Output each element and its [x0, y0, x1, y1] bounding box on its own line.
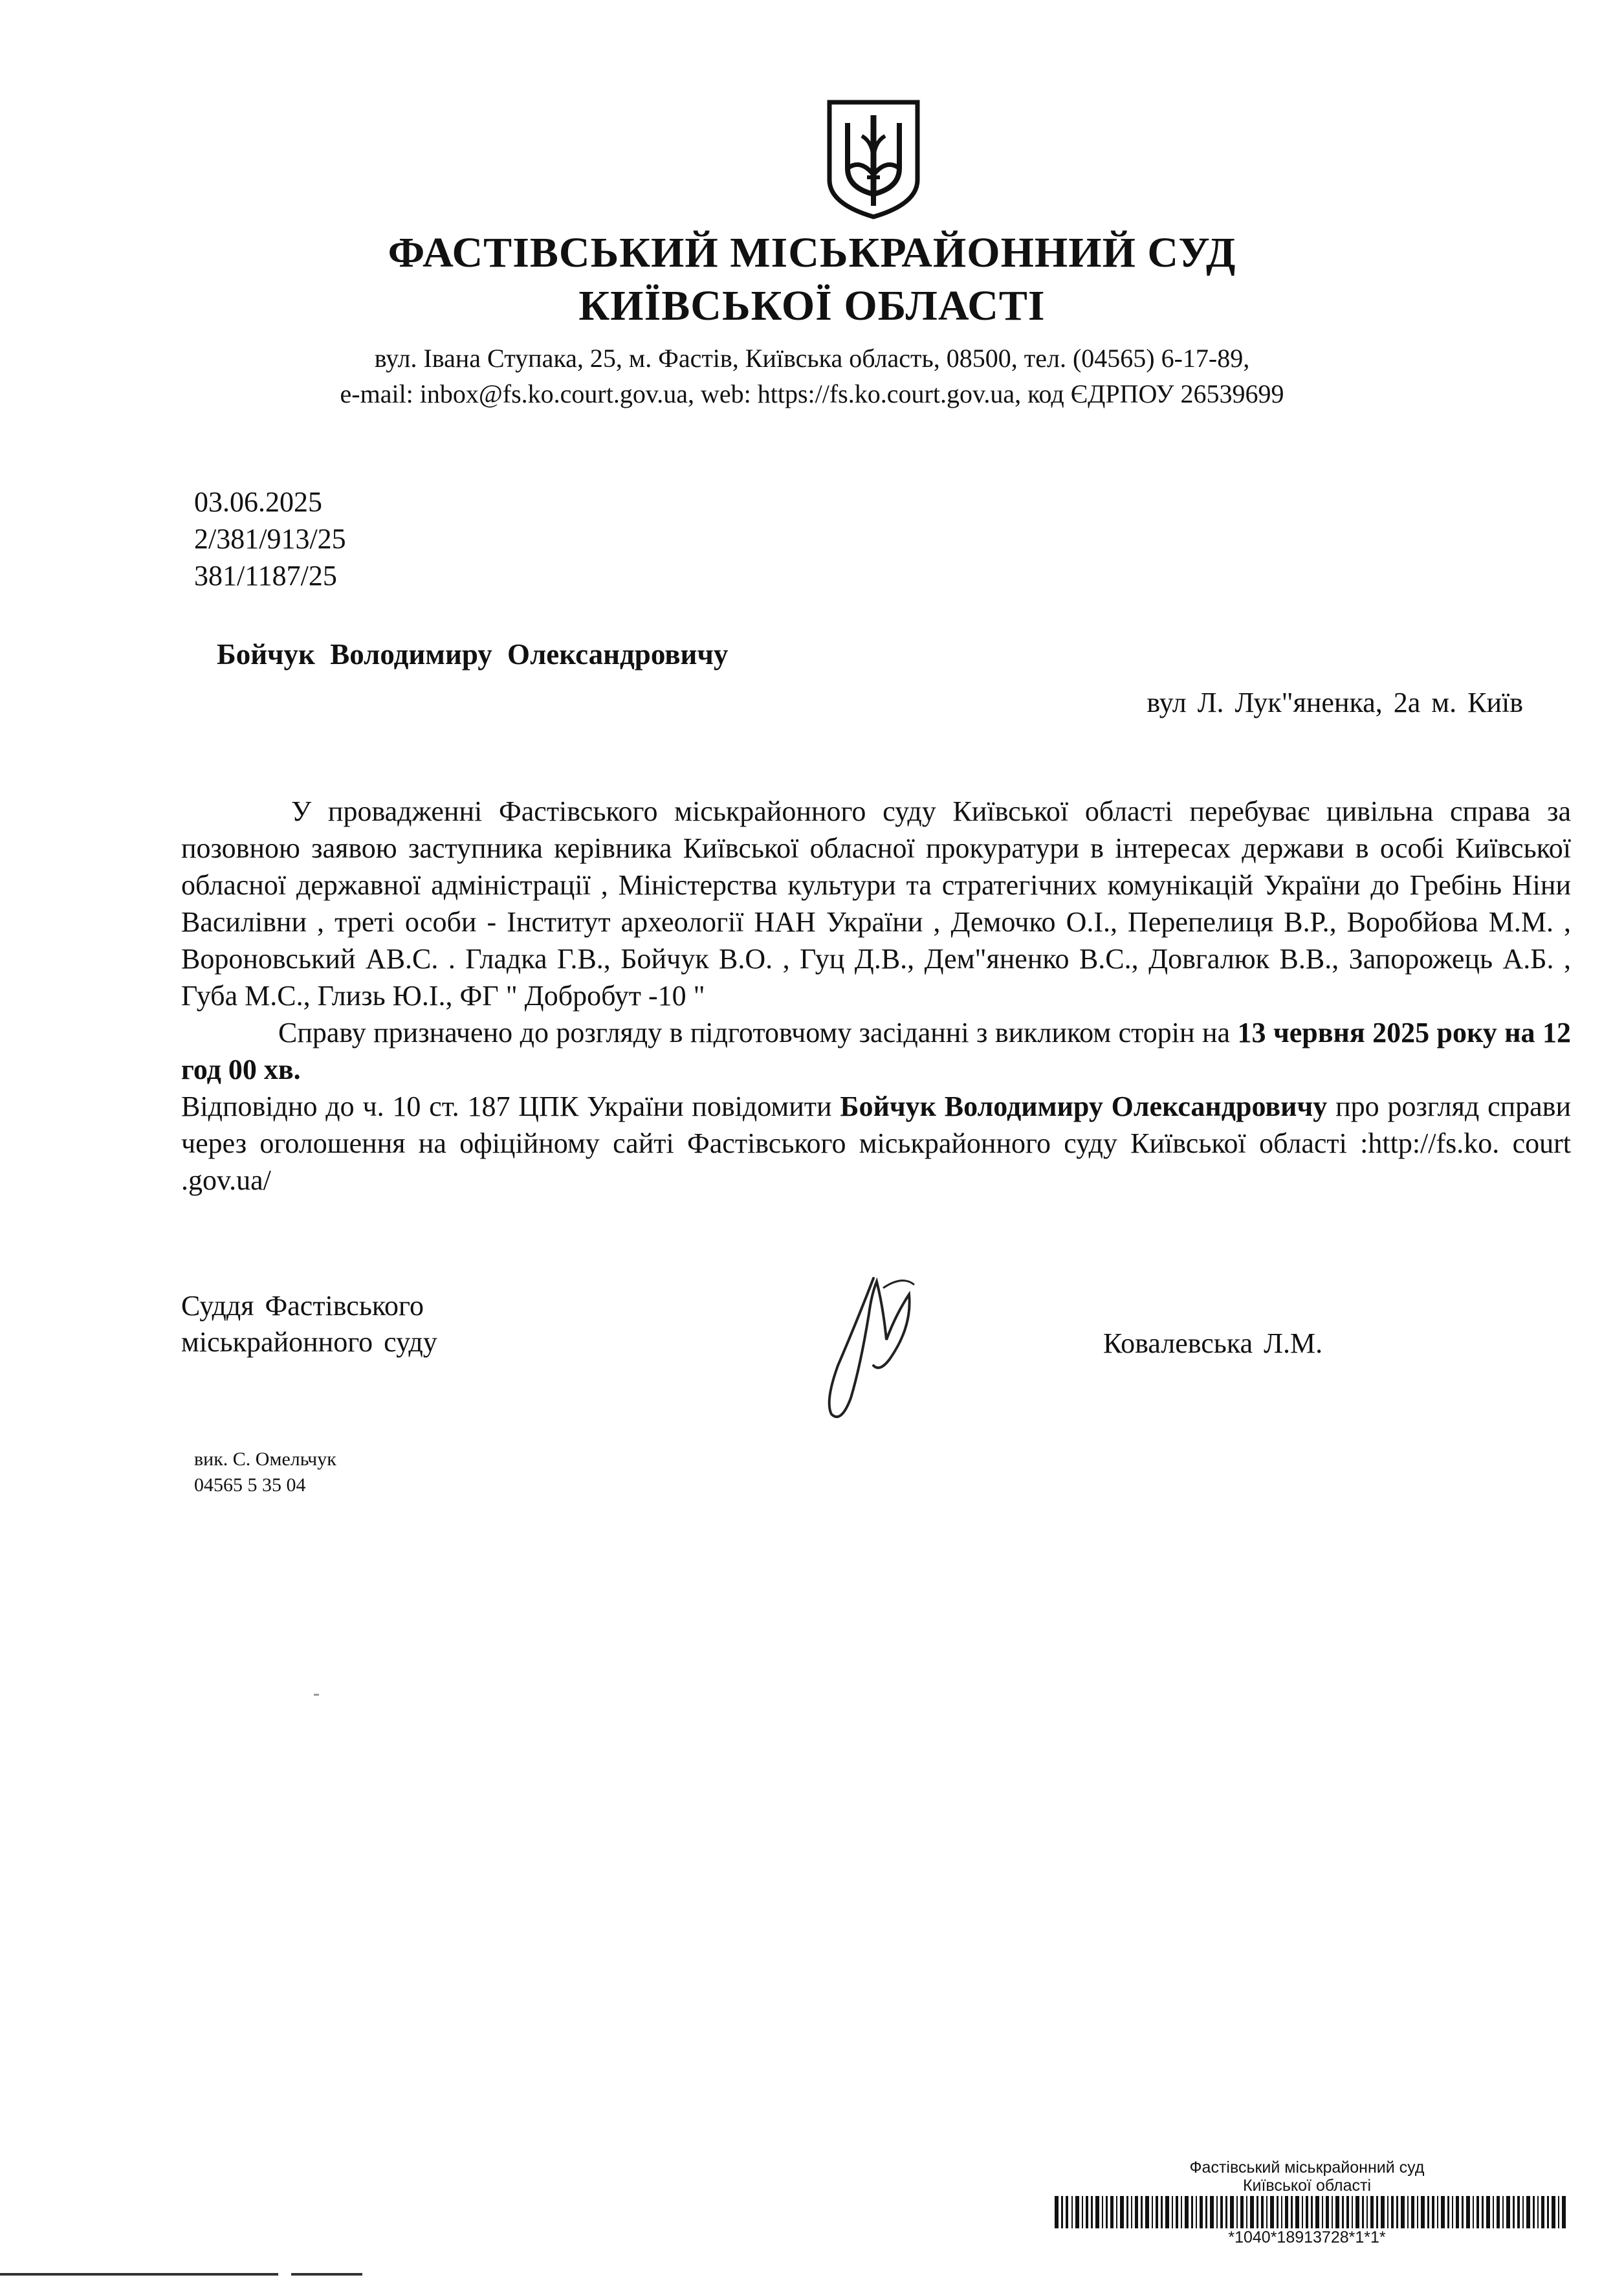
judge-name: Ковалевська Л.М.: [1103, 1327, 1323, 1359]
court-name-line2: КИЇВСЬКОЇ ОБЛАСТІ: [578, 282, 1046, 329]
judge-title-line2: міськрайонного суду: [181, 1326, 437, 1358]
executor-phone: 04565 5 35 04: [194, 1474, 306, 1496]
recipient-name: Бойчук Володимиру Олександровичу: [217, 638, 729, 671]
notification-text-end: про розгляд справи через оголошення на офіційному сайті Фастівського міськрайонного суду Київської області :http://fs.ko. court .gov.ua/: [181, 1091, 1571, 1196]
notice-body: [181, 793, 1571, 1199]
registration-stamp: [1048, 2158, 1566, 2195]
notification-text: Відповідно до ч. 10 ст. 187 ЦПК України повідомити: [181, 1091, 840, 1122]
hearing-text: Справу призначено до розгляду в підготовчому засіданні з викликом сторін на: [278, 1017, 1238, 1048]
court-name-line1: ФАСТІВСЬКИЙ МІСЬКРАЙОННИЙ СУД: [388, 229, 1236, 276]
notice-paragraph-3: [181, 1088, 1571, 1199]
executor-info: [194, 1447, 336, 1498]
case-number: 2/381/913/25: [194, 523, 346, 555]
notice-paragraph-1: У провадженні Фастівського міськрайонного суду Київської області перебуває цивільна справа за позовною заявою заступника керівника Київської обласної прокуратури в інтересах держави в особі Київської обласної державної адміністрації , Міністерства культури та стратегічних комунікацій України до Гребінь Ніни Василівни , треті особи - Інститут археології НАН України , Демочко О.І., Перепелиця В.Р., Воробйова М.М. , Вороновський АВ.С. . Гладка Г.В., Бойчук В.О. , Гуц Д.В., Дем"яненко В.С., Довгалюк В.В., Запорожець А.Б. , Губа М.С., Глизь Ю.І., ФГ " Добробут -10 ": [181, 795, 1571, 1012]
handwritten-signature: [812, 1269, 928, 1424]
barcode-image: [1055, 2196, 1566, 2228]
stamp-line2: Київської області: [1242, 2177, 1372, 2195]
bottom-scan-line-right: [291, 2273, 362, 2276]
judge-title-line1: Суддя Фастівського: [181, 1290, 424, 1322]
hearing-datetime: 13 червня 2025 року на 12 год 00 хв.: [181, 1017, 1571, 1085]
notified-person: Бойчук Володимиру Олександровичу: [840, 1091, 1328, 1122]
barcode-number: *1040*18913728*1*1*: [1228, 2228, 1386, 2246]
notice-paragraph-2: [181, 1014, 1571, 1088]
proceeding-number: 381/1187/25: [194, 560, 337, 592]
bottom-scan-line-left: [0, 2273, 278, 2276]
judge-title: [181, 1288, 437, 1360]
coat-of-arms-icon: [822, 97, 925, 220]
court-contacts: e-mail: inbox@fs.ko.court.gov.ua, web: https://fs.ko.court.gov.ua, код ЄДРПОУ 26539699: [340, 379, 1284, 408]
executor-name: вик. С. Омельчук: [194, 1448, 336, 1470]
court-address: вул. Івана Ступака, 25, м. Фастів, Київська область, 08500, тел. (04565) 6-17-89,: [374, 344, 1250, 373]
stamp-line1: Фастівський міськрайонний суд: [1189, 2158, 1425, 2177]
scan-mark: [314, 1694, 319, 1696]
recipient-address: вул Л. Лук"яненка, 2а м. Київ: [1147, 687, 1523, 718]
document-date: 03.06.2025: [194, 486, 322, 518]
